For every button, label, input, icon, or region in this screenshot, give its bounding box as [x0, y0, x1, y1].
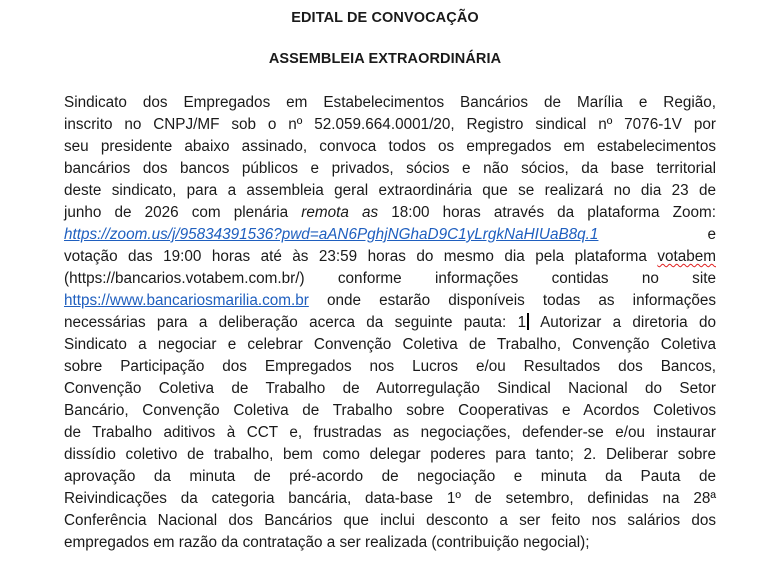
body-text: votação das 19:00 horas até às 23:59 horas do mesmo dia pela plataforma	[64, 248, 647, 265]
body-text: necessárias para a deliberação acerca da seguinte pauta: 1	[64, 314, 527, 331]
body-text: Autorizar a diretoria do	[540, 314, 717, 331]
document-title: EDITAL DE CONVOCAÇÃO	[291, 10, 479, 26]
body-line: seu presidente abaixo assinado, convoca todos os empregados em estabelecimentos	[64, 138, 716, 155]
body-line: Sindicato dos Empregados em Estabelecimentos Bancários de Marília e Região,	[64, 94, 716, 111]
site-link[interactable]: https://www.bancariosmarilia.com.br	[64, 292, 309, 309]
body-line	[64, 290, 716, 312]
body-text: onde estarão disponíveis todas as informações	[326, 292, 717, 309]
body-line: aprovação da minuta de pré-acordo de negociação e minuta da Pauta de	[64, 468, 716, 485]
body-line: (https://bancarios.votabem.com.br/) conforme informações contidas no site	[64, 270, 716, 287]
body-line: Bancário, Convenção Coletiva de Trabalho sobre Cooperativas e Acordos Coletivos	[64, 402, 716, 419]
body-text-italic: remota as	[301, 204, 379, 221]
body-line: empregados em razão da contratação a ser realizada (contribuição negocial);	[64, 534, 590, 551]
body-text: e	[707, 226, 716, 243]
body-line: Sindicato a negociar e celebrar Convenção Coletiva de Trabalho, Convenção Coletiva	[64, 336, 716, 353]
body-line: bancários dos bancos públicos e privados, sócios e não sócios, da base territorial	[64, 160, 716, 177]
body-text: junho de 2026 com plenária	[64, 204, 289, 221]
body-line	[64, 224, 716, 246]
body-line	[64, 312, 716, 334]
spellcheck-word: votabem	[657, 248, 716, 265]
body-line: dissídio coletivo de trabalho, bem como delegar poderes para tanto; 2. Deliberar sobre	[64, 446, 716, 463]
body-line: inscrito no CNPJ/MF sob o nº 52.059.664.0001/20, Registro sindical nº 7076-1V por	[64, 116, 716, 133]
body-line: sobre Participação dos Empregados nos Lucros e/ou Resultados dos Bancos,	[64, 358, 716, 375]
body-line	[64, 202, 716, 224]
body-line: Convenção Coletiva de Trabalho de Autorregulação Sindical Nacional do Setor	[64, 380, 716, 397]
body-line	[64, 246, 716, 268]
document-subtitle: ASSEMBLEIA EXTRAORDINÁRIA	[268, 51, 502, 67]
body-line: deste sindicato, para a assembleia geral extraordinária que se realizará no dia 23 de	[64, 182, 716, 199]
body-line: Conferência Nacional dos Bancários que inclui desconto a ser feito nos salários dos	[64, 512, 716, 529]
body-line: Reivindicações da categoria bancária, data-base 1º de setembro, definidas na 28ª	[64, 490, 716, 507]
body-text: 18:00 horas através da plataforma Zoom:	[391, 204, 716, 221]
text-cursor	[527, 313, 529, 330]
body-line: de Trabalho aditivos à CCT e, frustradas as negociações, defender-se e/ou instaurar	[64, 424, 716, 441]
zoom-link[interactable]: https://zoom.us/j/95834391536?pwd=aAN6PghjNGhaD9C1yLrgkNaHIUaB8q.1	[64, 226, 599, 243]
